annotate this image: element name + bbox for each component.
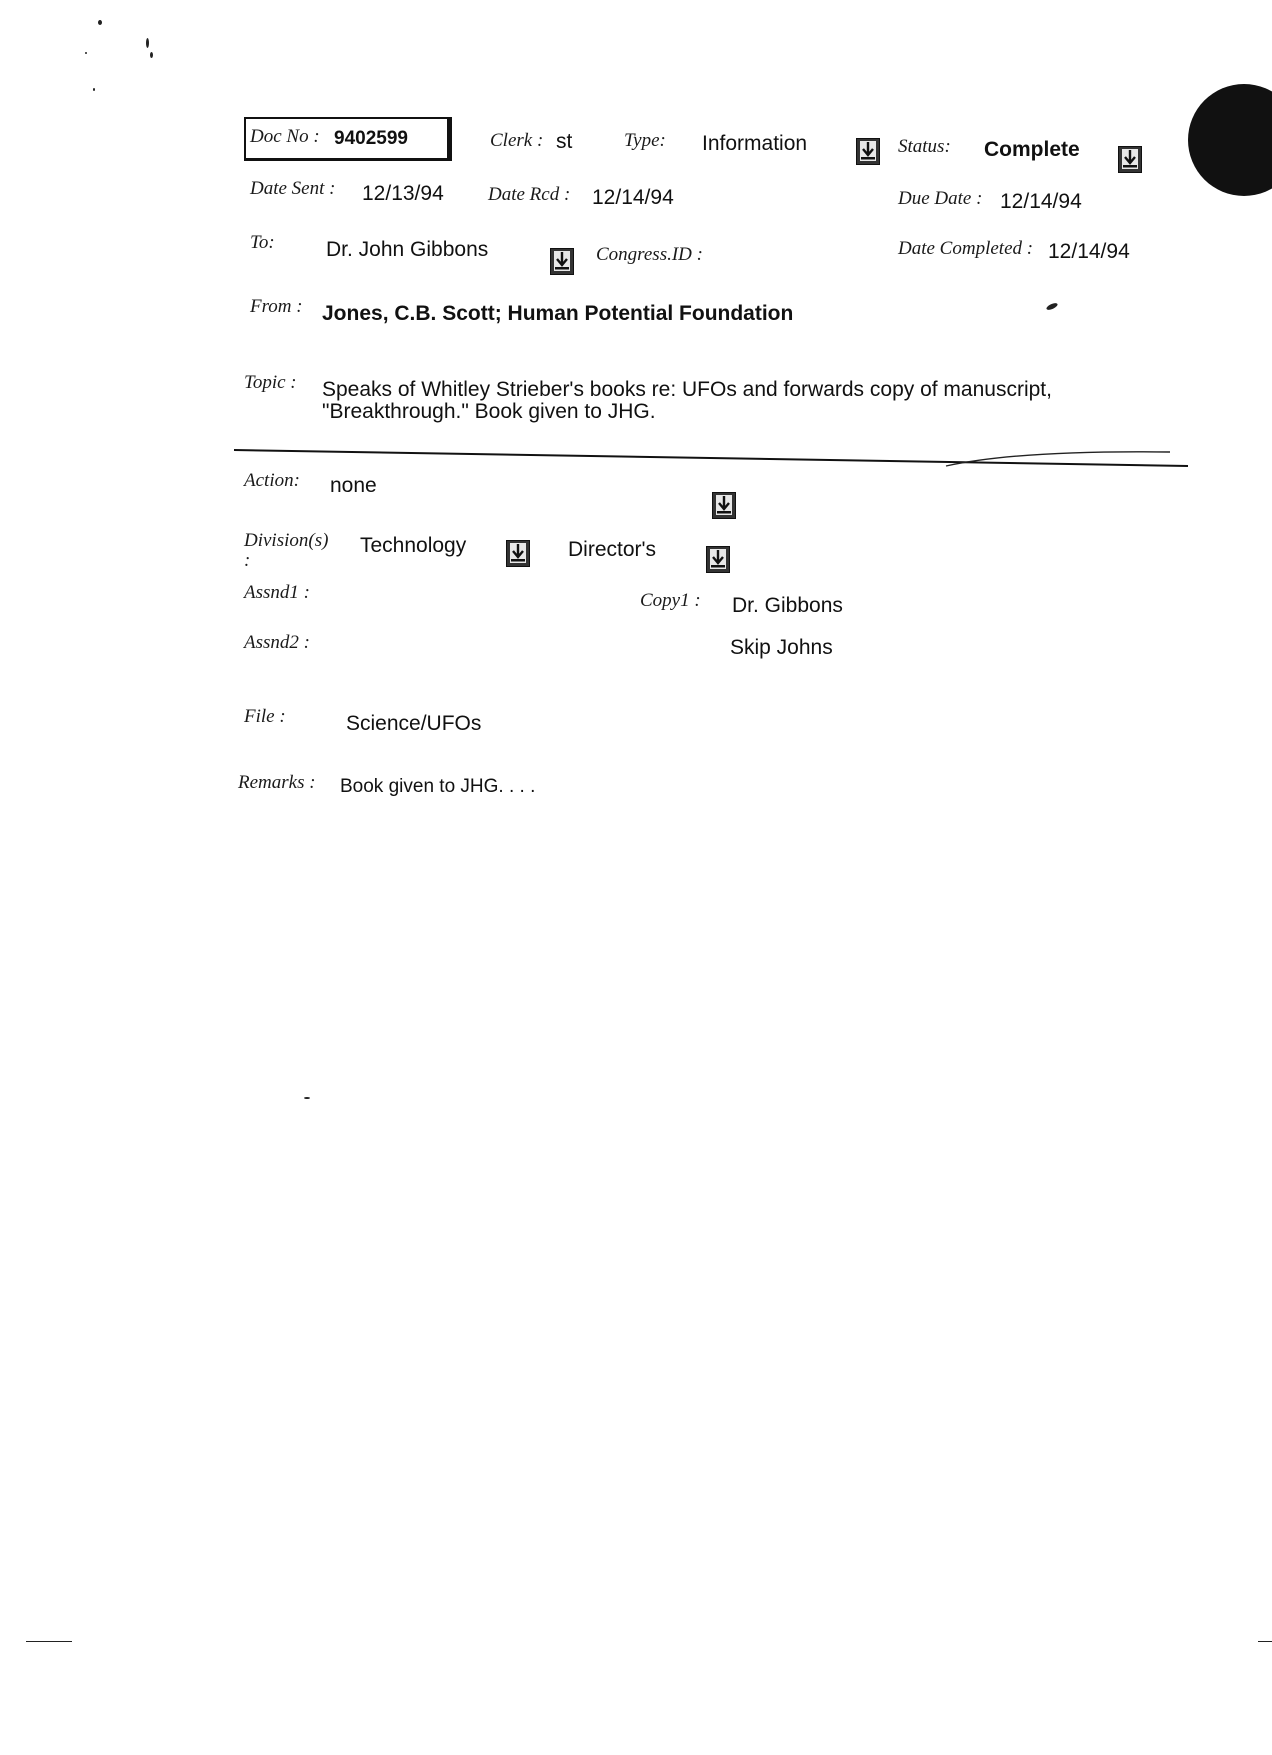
scan-speck — [26, 1641, 72, 1642]
date-completed-label: Date Completed : — [898, 238, 1034, 259]
dropdown-arrow-icon[interactable] — [706, 546, 730, 573]
dropdown-arrow-icon[interactable] — [856, 138, 880, 165]
scan-speck — [1046, 302, 1059, 312]
division-item[interactable]: Technology — [360, 534, 467, 557]
clerk-label: Clerk : — [490, 130, 544, 151]
date-rcd-value[interactable]: 12/14/94 — [592, 186, 674, 209]
scan-blot — [1188, 84, 1272, 196]
topic-line-1: Speaks of Whitley Strieber's books re: UFOs and forwards copy of manuscript, — [322, 378, 1052, 401]
divisions-label: Division(s) — [244, 530, 329, 551]
topic-line-2: "Breakthrough." Book given to JHG. — [322, 400, 656, 423]
type-value[interactable]: Information — [702, 132, 808, 155]
from-label: From : — [250, 296, 303, 317]
date-completed-value[interactable]: 12/14/94 — [1048, 240, 1130, 263]
dropdown-arrow-icon[interactable] — [1118, 146, 1142, 173]
scan-speck — [93, 88, 95, 91]
scan-speck — [1258, 1641, 1272, 1642]
divisions-colon: : — [244, 550, 251, 571]
scan-speck — [304, 1097, 310, 1099]
date-sent-value[interactable]: 12/13/94 — [362, 182, 444, 205]
copy-recipient[interactable]: Dr. Gibbons — [732, 594, 843, 617]
scan-speck — [85, 52, 87, 54]
scan-speck — [146, 38, 149, 48]
to-label: To: — [250, 232, 275, 253]
due-date-value[interactable]: 12/14/94 — [1000, 190, 1082, 213]
type-label: Type: — [624, 130, 666, 151]
scan-speck — [98, 20, 102, 25]
scan-speck — [150, 52, 153, 58]
from-value[interactable]: Jones, C.B. Scott; Human Potential Foundation — [322, 302, 794, 325]
assnd2-label: Assnd2 : — [244, 632, 310, 653]
division-item[interactable]: Director's — [568, 538, 657, 561]
action-value[interactable]: none — [330, 474, 377, 497]
remarks-value[interactable]: Book given to JHG. . . . — [340, 776, 536, 797]
to-value[interactable]: Dr. John Gibbons — [326, 238, 489, 261]
file-value[interactable]: Science/UFOs — [346, 712, 482, 735]
dropdown-arrow-icon[interactable] — [712, 488, 736, 523]
file-label: File : — [244, 706, 286, 727]
doc-number-value: 9402599 — [334, 128, 408, 149]
date-rcd-label: Date Rcd : — [488, 184, 571, 205]
assnd1-label: Assnd1 : — [244, 582, 310, 603]
copy-recipient[interactable]: Skip Johns — [730, 636, 833, 659]
clerk-value: st — [556, 130, 573, 153]
congress-id-label: Congress.ID : — [596, 244, 703, 265]
dropdown-arrow-icon[interactable] — [550, 248, 574, 275]
remarks-label: Remarks : — [238, 772, 316, 793]
section-divider — [0, 444, 1272, 474]
action-label: Action: — [244, 470, 300, 491]
date-sent-label: Date Sent : — [250, 178, 336, 199]
status-value[interactable]: Complete — [984, 138, 1080, 161]
status-label: Status: — [898, 136, 951, 157]
dropdown-arrow-icon[interactable] — [506, 540, 530, 567]
doc-number-label: Doc No : — [250, 126, 320, 147]
due-date-label: Due Date : — [898, 188, 983, 209]
copy1-label: Copy1 : — [640, 590, 701, 611]
topic-label: Topic : — [244, 372, 297, 393]
